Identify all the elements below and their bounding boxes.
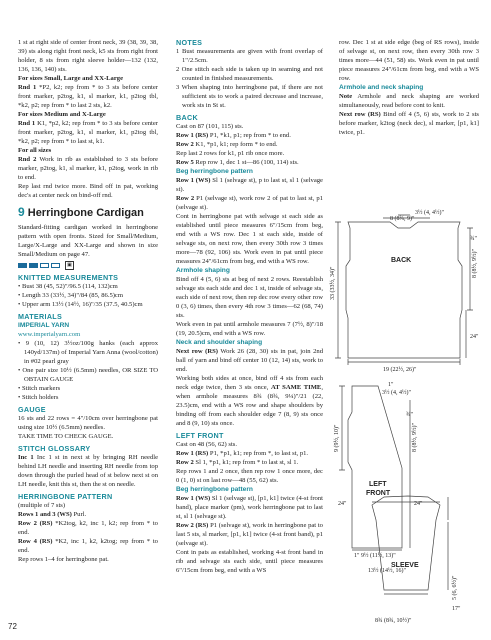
label: Row 2 — [176, 141, 194, 148]
label: Row 1 (RS) — [176, 132, 209, 139]
note-item: 1 Bust measurements are given with front overlap of 1"/2.5cm. — [176, 48, 323, 64]
paragraph: Rep last rnd twice more. Bind off in pat, working dec's at center neck on bind-off rnd. — [18, 183, 158, 199]
paragraph: row. Dec 1 st at side edge (beg of RS rows), inside of selvage st, on next row, then every 30th row 3 times more—44 (51, 58) sts. Work even in pat until piece measures 24"/61cm from beg, end with a WS row. — [339, 39, 479, 82]
label: Row 2 — [176, 459, 194, 466]
text: Purl. — [71, 511, 87, 518]
label: Row 1 (RS) — [176, 450, 209, 457]
list-item: • Upper arm 13½ (14½, 16)"/35 (37.5, 40.5)cm — [18, 301, 143, 308]
label: Row 1 (WS) — [176, 495, 211, 502]
schematic-dim: 17" — [452, 606, 461, 612]
schematic-label-back: BACK — [391, 257, 412, 264]
schematic-dim: ¾" — [470, 236, 477, 242]
text: Inc 1 st in next st by bringing RH needle behind LH needle and inserting RH needle from top down through the purled head of st below next st on LH needle, knit this st, then the st on needle. — [18, 454, 159, 488]
list-item: • One pair size 10½ (6.5mm) needles, OR SIZE TO OBTAIN GAUGE — [18, 367, 158, 383]
sleeve-outline — [372, 496, 440, 590]
list-item: • Bust 38 (45, 52)"/96.5 (114, 132)cm — [18, 283, 118, 290]
pattern-number: 9 — [18, 205, 25, 219]
schematic-dim: ¾" — [406, 412, 413, 418]
heading-left-front: LEFT FRONT — [176, 431, 224, 440]
heading-materials: MATERIALS — [18, 312, 63, 321]
schematic-label-front: FRONT — [366, 490, 391, 497]
schematic-dim: 8¾ (8¾, 10½)" — [375, 618, 412, 624]
label: Row 2 (RS) — [176, 522, 209, 529]
paragraph: Cont in pats as established, working 4-st front band in rib and selvage sts each side, until piece measures 6"/15cm from beg, end with a WS — [176, 549, 323, 574]
schematic-dim: 3½ (4, 4½)" — [382, 390, 411, 396]
heading-herringbone-pattern: HERRINGBONE PATTERN — [18, 492, 113, 501]
paragraph: Rep rows 1 and 2 once, then rep row 1 once more, dec 0 (1, 0) st on last row—48 (55, 62) sts. — [176, 468, 323, 484]
label: Row 2 — [176, 195, 195, 202]
text: Rep row 1, dec 1 st—86 (100, 114) sts. — [193, 159, 299, 166]
text: K1, *p2, k2; rep from * to 3 sts before center front marker, p2tog, k1, sl marker, k1, p2tog tbl, *k2, p2; rep from * to last st, k1. — [18, 120, 158, 145]
schematic-dim: 13½ (14½, 16)" — [368, 568, 406, 574]
subheading: Armhole and neck shaping — [339, 84, 424, 91]
text: *K2, inc 1, k2, k2tog; rep from * to end. — [18, 538, 158, 554]
paragraph: Bind off 4 (5, 6) sts at beg of next 2 rows. Reestablish selvage sts each side and dec 1 st, inside of selvage sts, each side of next row, then rep dec row every other row 0 (3, 6) times, then every 4th row 3 times—62 (68, 74) sts. — [176, 276, 323, 319]
text: Working both sides at once, bind off 4 sts from each neck edge twice, then 3 sts once, — [176, 375, 323, 391]
paragraph: TAKE TIME TO CHECK GAUGE. — [18, 433, 114, 440]
list-item: • 9 (10, 12) 3½oz/100g hanks (each approx 140yd/137m) of Imperial Yarn Anna (wool/cotton) in #02 pearl gray — [18, 340, 158, 365]
paragraph: 1 st at right side of center front neck, 39 (38, 39, 38, 39) sts along right front neck, k5 sts from right front holder, 8 sts from right sleeve holder—132 (132, 136, 136, 140) sts. — [18, 39, 158, 73]
paragraph: Rep last 2 rows for k1, p1 rib once more. — [176, 150, 285, 157]
text: P1 (selvage st), work row 2 of pat to last st, p1 (selvage st). — [176, 195, 323, 211]
text: P1, *p1, k1; rep from *, to last st, p1. — [208, 450, 309, 457]
schematic-dim: 24" — [338, 501, 347, 507]
paragraph: Cast on 87 (101, 115) sts. — [176, 123, 244, 130]
pattern-name: Herringbone Cardigan — [27, 207, 144, 219]
intro: Standard-fitting cardigan worked in herringbone pattern with open fronts. Sized for Small/Medium, Large/X-Large and XX-Large and shown in size Small/Medium on page 47. — [18, 224, 158, 258]
schematic-dim: 24" — [414, 501, 423, 507]
schematic-label-sleeve: SLEEVE — [391, 562, 419, 569]
text: Sl 1 (selvage st), p to last st, sl 1 (selvage st). — [176, 177, 323, 193]
subheading: For sizes Small, Large and XX-Large — [18, 75, 124, 82]
paragraph: Cont in herringbone pat with selvage st each side as established until piece measures 6"/15cm from beg, end with a WS row. Dec 1 st each side, inside of selvage sts, on next row, then every 30th row 3 times more—78 (92, 106) sts. Work even in pat until piece measures 24"/61cm from beg, end with a WS row. — [176, 213, 323, 265]
label: Row 5 — [176, 159, 194, 166]
label: Row 1 (WS) — [176, 177, 211, 184]
text: Sl 1 (selvage st), [p1, k1] twice (4-st front band), place marker (pm), work herringbone pat to last st, sl 1 (selvage st). — [176, 495, 323, 520]
heading-gauge: GAUGE — [18, 405, 46, 414]
subheading: Beg herringbone pattern — [176, 168, 253, 175]
label: Rnd 2 — [18, 156, 37, 163]
subheading: For sizes Medium and X-Large — [18, 111, 106, 118]
page-number: 72 — [8, 622, 17, 631]
list-item: • Stitch markers — [18, 385, 61, 392]
text: Armhole and neck shaping are worked simultaneously, read before cont to knit. — [339, 93, 479, 109]
text: Sl 1, *p1, k1; rep from * to last st, sl 1. — [193, 459, 299, 466]
text: P1 (selvage st), work in herringbone pat to last 5 sts, sl marker, [p1, k1] twice (4-st front band), p1 (selvage st). — [176, 522, 323, 547]
note-item: 3 When shaping into herringbone pat, if there are not sufficient sts to work a paired decrease and increase, work sts in St st. — [176, 84, 323, 109]
subheading: For all sizes — [18, 147, 52, 154]
schematic-label-left: LEFT — [369, 481, 387, 488]
left-front-outline — [348, 386, 402, 548]
text: *P2, k2; rep from * to 3 sts before center front marker, p2tog, k1, sl marker, k1, p2tog tbl, *k2, p2; rep from * to last 2 sts, k2. — [18, 84, 158, 109]
paragraph: Rep rows 1–4 for herringbone pat. — [18, 556, 109, 563]
schematic-dim: 3½ (4, 4½)" — [415, 210, 444, 216]
label: Row 2 (RS) — [18, 520, 53, 527]
emphasis: AT SAME TIME — [270, 384, 322, 391]
text: , when armhole measures 8¾ (8¾, 9¼)"/21 (22, 23.5)cm, end with a WS row and shape shoulders by binding off from each shoulder edge 7 (8, 9) sts once and 8 (9, 10) sts once. — [176, 384, 323, 427]
back-outline — [346, 222, 462, 358]
label: Next row (RS) — [339, 111, 381, 118]
label: Rows 1 and 3 (WS) — [18, 511, 72, 518]
label: Row 4 (RS) — [18, 538, 53, 545]
subheading: Armhole shaping — [176, 267, 230, 274]
heading-back: BACK — [176, 113, 198, 122]
back-measure-line — [348, 359, 460, 365]
schematic-dim: 5 (6, 6½)" — [452, 575, 458, 600]
schematic-dim: 24" — [470, 334, 479, 340]
text: Work in rib as established to 3 sts before marker, p2tog, k1, sl marker, k1, p2tog, work in rib to end. — [18, 156, 158, 181]
heading-notes: NOTES — [176, 38, 203, 47]
yarn-url: www.imperialyarn.com — [18, 331, 81, 338]
schematic-dim: 8 (8½, 9½)" — [472, 249, 478, 278]
text: Work 26 (28, 30) sts in pat, join 2nd ball of yarn and bind off center 10 (12, 14) sts, work to end. — [176, 348, 324, 373]
list-item: • Length 33 (33½, 34)"/84 (85, 86.5)cm — [18, 292, 123, 299]
label: Inc 1 — [18, 454, 34, 461]
text: K1, *p1, k1; rep form * to end. — [193, 141, 278, 148]
list-item: • Stitch holders — [18, 394, 59, 401]
paragraph: Work even in pat until armhole measures 7 (7½, 8)"/18 (19, 20.5)cm, end with a WS row. — [176, 321, 323, 337]
text: P1, *k1, p1; rep from * to end. — [208, 132, 291, 139]
schematic-dim: 1" — [388, 382, 394, 388]
schematic-dim: 9 (9½, 10)" — [334, 424, 340, 452]
note-item: 2 One stitch each side is taken up in seaming and not counted in finished measurements. — [176, 66, 323, 82]
label: Note — [339, 93, 353, 100]
schematic-dim: 8 (8¾, 9)" — [390, 216, 415, 222]
heading-stitch-glossary: STITCH GLOSSARY — [18, 444, 91, 453]
text: *K2tog, k2, inc 1, k2; rep from * to end. — [18, 520, 158, 536]
yarn-brand: IMPERIAL YARN — [18, 322, 70, 329]
schematic-dim: 8 (8½, 9½)" — [412, 423, 418, 452]
subheading: Neck and shoulder shaping — [176, 339, 263, 346]
text: Bind off 4 (5, 6) sts, work to 2 sts before marker, k2tog (neck dec), sl marker, [p1, k1] twice, p1. — [339, 111, 479, 136]
schematic-dim: 1" 9½ (11½, 13)" — [354, 553, 396, 559]
label: Rnd 1 — [18, 84, 37, 91]
knit-symbol-icon: ▣ — [65, 261, 74, 270]
paragraph: (multiple of 7 sts) — [18, 502, 66, 509]
paragraph: 16 sts and 22 rows = 4"/10cm over herringbone pat using size 10½ (6.5mm) needles. — [18, 415, 158, 431]
schematic-dim: 33 (33½, 34)" — [330, 266, 336, 300]
schematic-dim: 19 (22½, 26)" — [383, 367, 417, 373]
paragraph: Cast on 48 (56, 62) sts. — [176, 441, 237, 448]
label: Next row (RS) — [176, 348, 218, 355]
label: Rnd 1 — [18, 120, 36, 127]
subheading: Beg herringbone pattern — [176, 486, 253, 493]
heading-measurements: KNITTED MEASUREMENTS — [18, 273, 119, 282]
